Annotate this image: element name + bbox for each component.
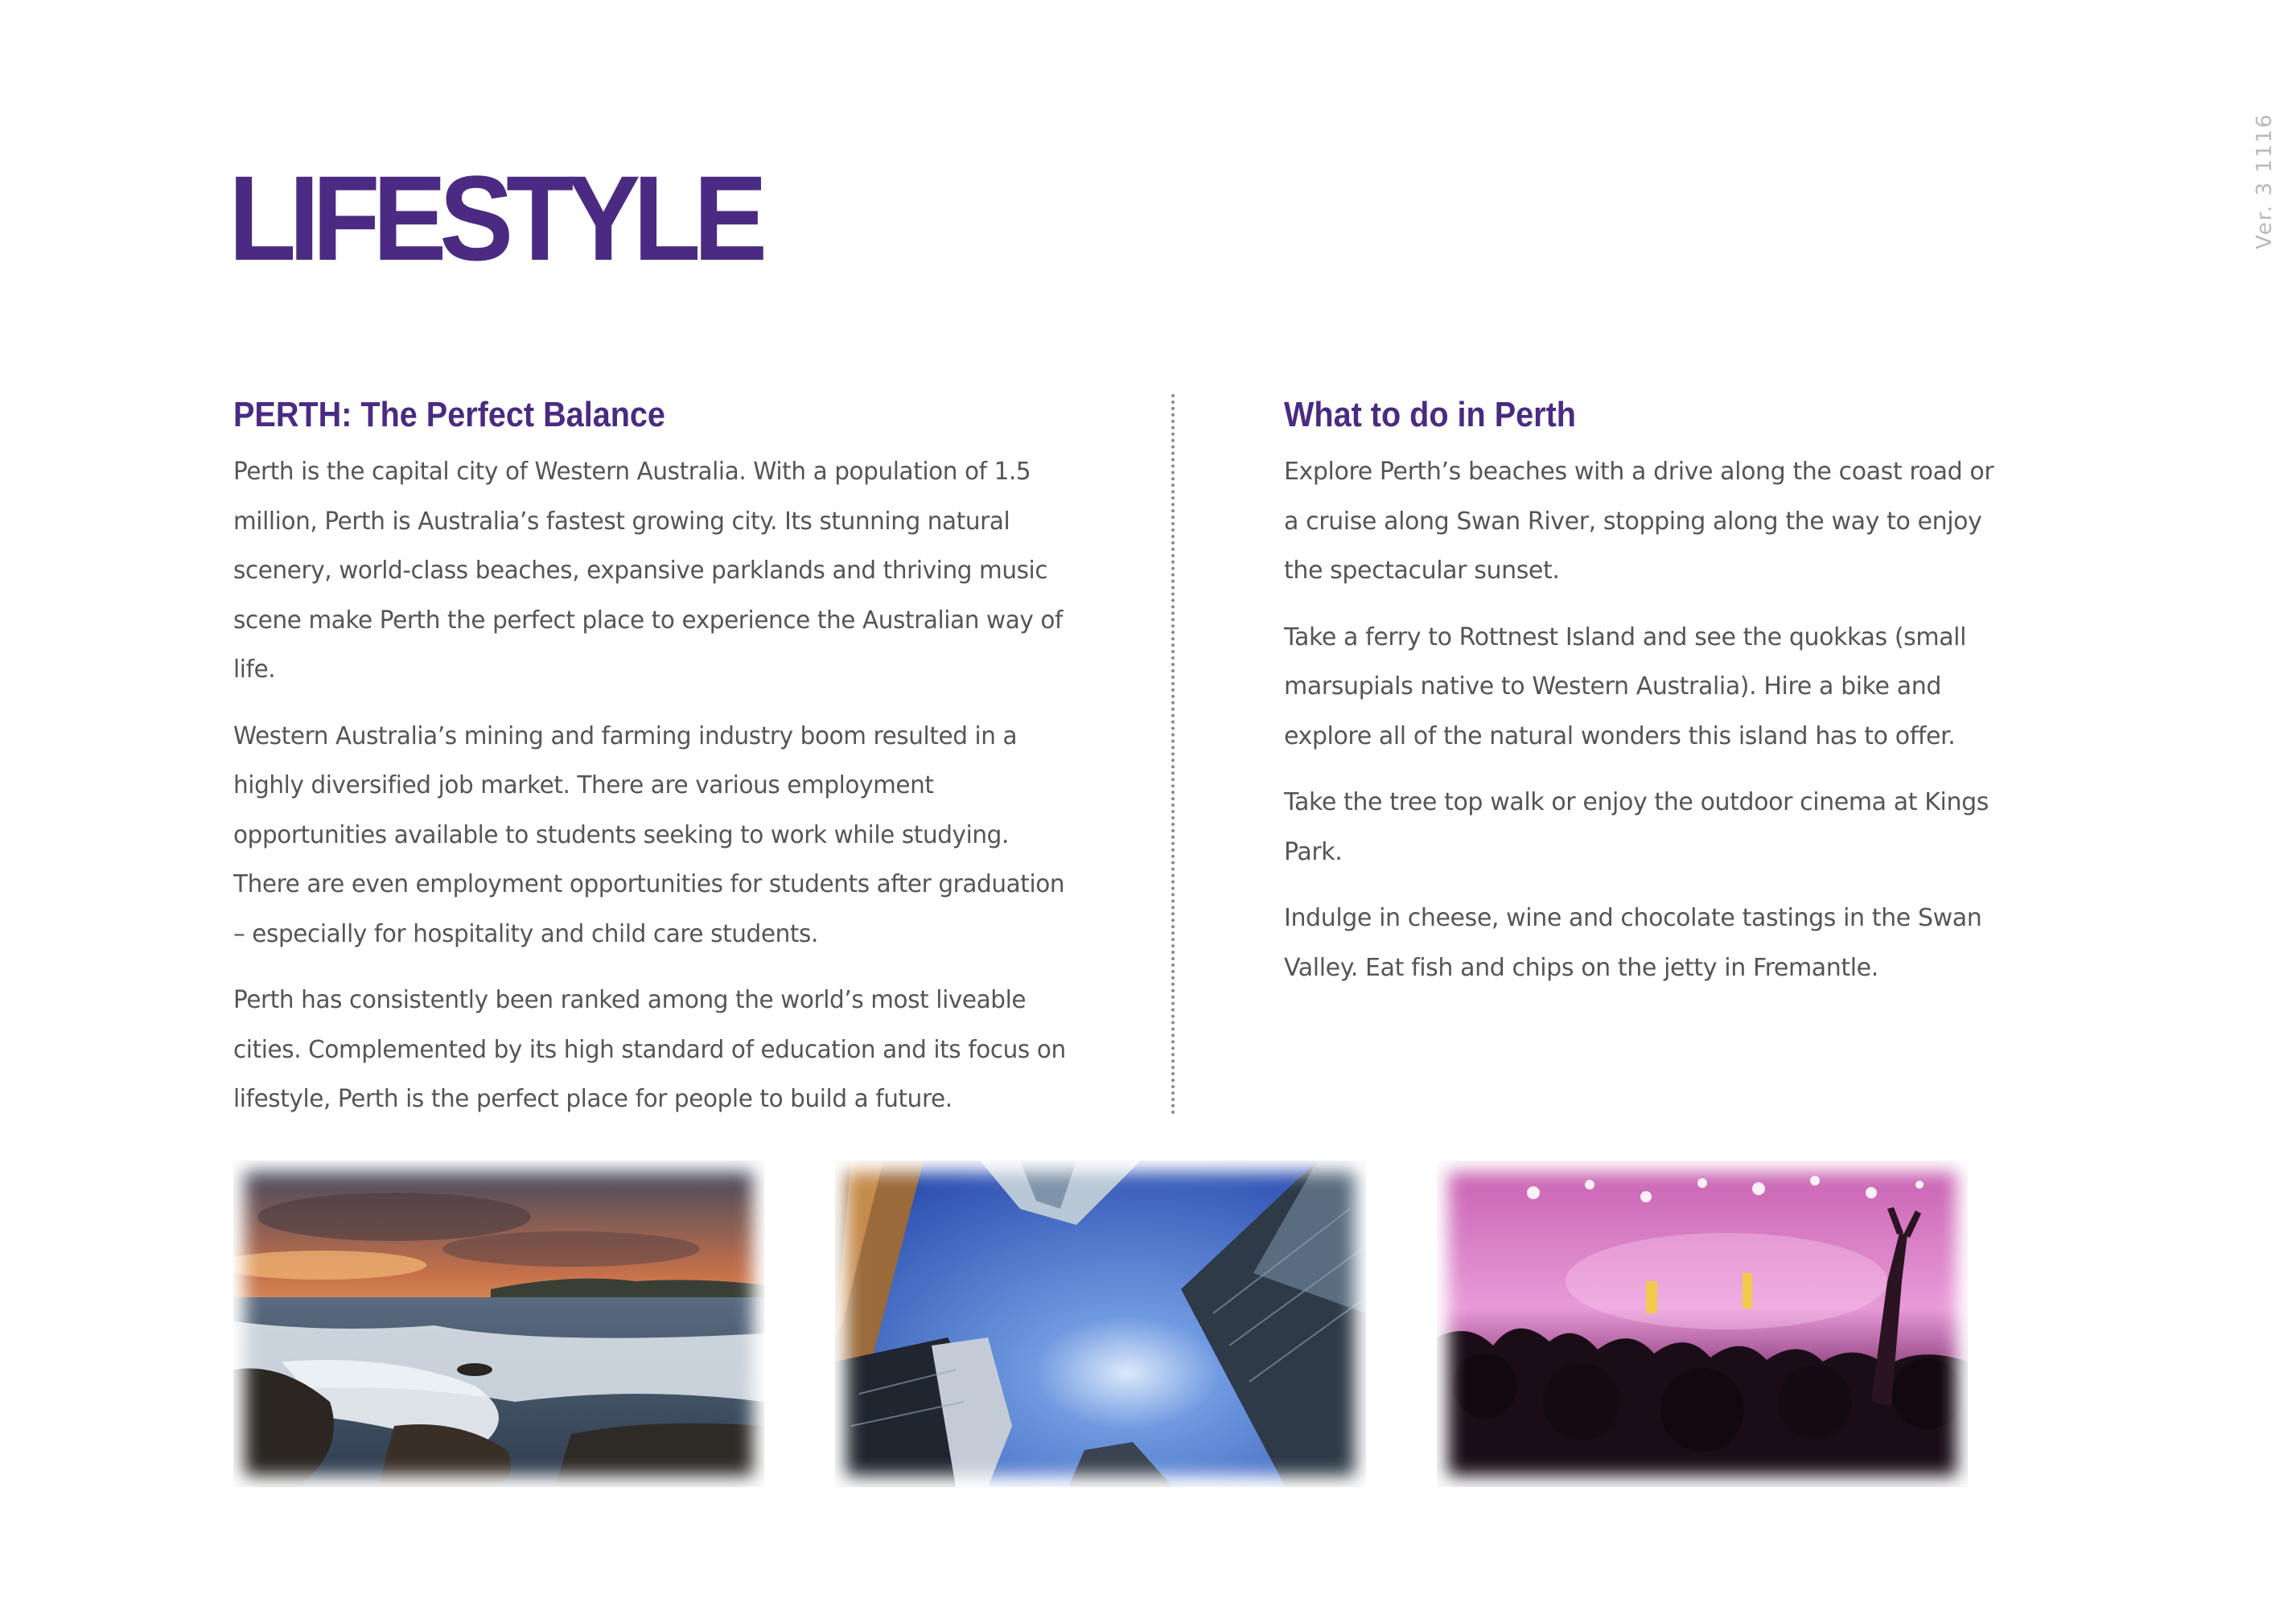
left-column [233, 392, 1086, 1141]
page-title: LIFESTYLE [228, 150, 760, 286]
skyscrapers-photo [835, 1161, 1366, 1487]
ocean-sunset-photo [233, 1161, 764, 1487]
body-paragraph: Take a ferry to Rottnest Island and see the quokkas (small marsupials native to Western Australia). Hire a bike and explore all of the natural wonders this island has to offer. [1284, 622, 1967, 750]
body-paragraph: Take the tree top walk or enjoy the outdoor cinema at Kings Park. [1284, 788, 1989, 866]
body-paragraph: Explore Perth’s beaches with a drive along the coast road or a cruise along Swan River, stopping along the way to enjoy the spectacular sunset. [1284, 458, 1994, 585]
perth-heading: PERTH: The Perfect Balance [233, 395, 665, 434]
body-paragraph: Western Australia’s mining and farming industry boom resulted in a highly diversified job market. There are various employment opportunities available to students seeking to work while studying. There are even employment opportunities for students after graduation – especially for hospitality and child care students. [233, 721, 1065, 948]
version-label: Ver. 3 1116 [2253, 113, 2277, 249]
body-paragraph: Perth is the capital city of Western Australia. With a population of 1.5 million, Perth is Australia’s fastest growing city. Its stunning natural scenery, world-class beaches, expansive parklands and thriving music scene make Perth the perfect place to experience the Australian way of life. [233, 458, 1064, 684]
right-column [1284, 392, 2008, 1009]
body-paragraph: Indulge in cheese, wine and chocolate tastings in the Swan Valley. Eat fish and chips on the jetty in Fremantle. [1284, 904, 1982, 982]
what-to-do-heading: What to do in Perth [1284, 395, 1576, 434]
column-divider [1171, 394, 1175, 1115]
body-paragraph: Perth has consistently been ranked among the world’s most liveable cities. Complemented by its high standard of education and its focus on lifestyle, Perth is the perfect place for people to build a future. [233, 986, 1066, 1113]
concert-crowd-photo [1437, 1161, 1968, 1487]
